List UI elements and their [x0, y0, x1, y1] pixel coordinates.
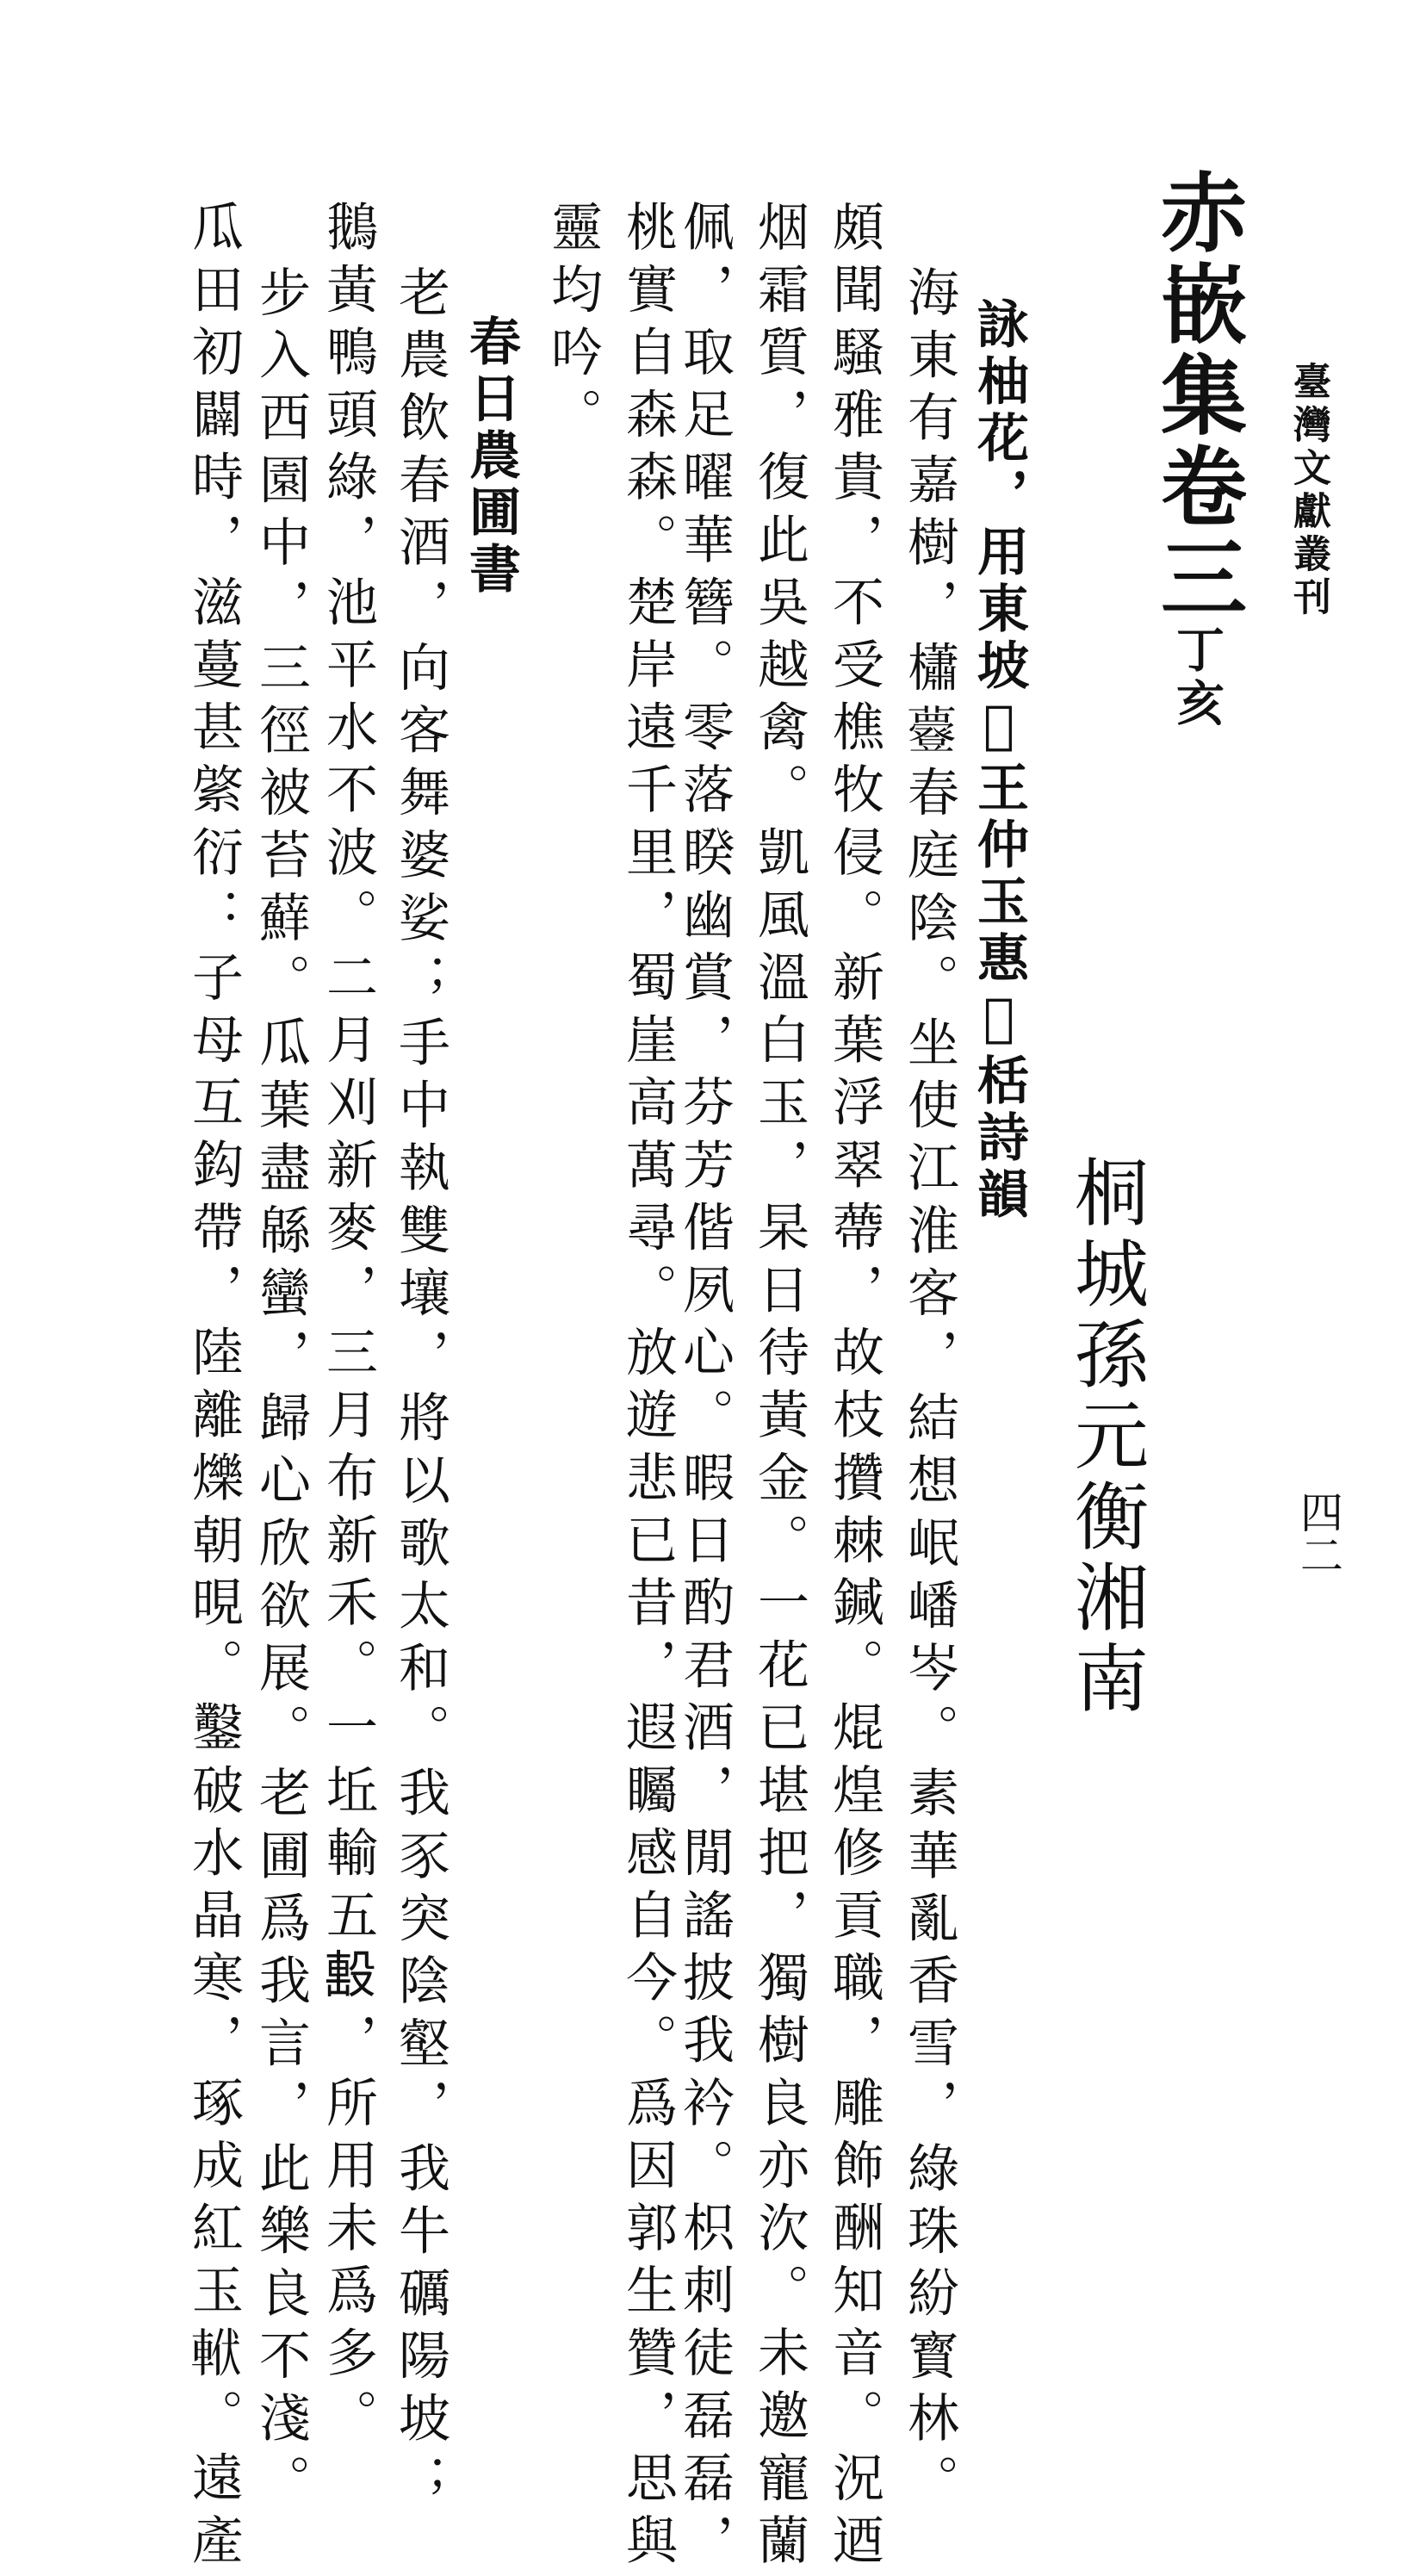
poem-line: 鵝黃鴨頭綠，池平水不波。二月刈新麥，三月布新禾。一坵輸五𣪠，所用未爲多。 [318, 200, 378, 2451]
poem-title: 春日農圃書 [461, 314, 521, 599]
poem-line: 桃實自森森。楚岸遠千里，蜀崖高萬尋。放遊悲已昔，遐矚感自今。爲因郭生贊，思與 [617, 200, 678, 2576]
series-title: 臺灣文獻叢刊 [1286, 362, 1330, 620]
poem-line: 瓜田初闢時，滋蔓甚綮衍：子母互鈎帶，陸離爍朝晛。鑿破水晶寒，琢成紅玉𨋩。遠產 [183, 200, 244, 2576]
book-title-text: 赤嵌集卷三 [1146, 168, 1248, 624]
page-number: 四二 [1293, 1490, 1343, 1576]
author-name: 桐城孫元衡湘南 [1062, 1154, 1148, 1721]
poem-line: 海東有嘉樹，櫹𧄼春庭陰。坐使江淮客，結想岷嶓岑。素華亂香雪，綠珠紛寳林。 [899, 265, 959, 2517]
book-title [1146, 168, 1248, 731]
volume-note: 丁亥 [1169, 624, 1225, 731]
poem-line: 靈均吟。 [542, 200, 603, 450]
poem-line: 步入西園中，三徑被苔蘚。瓜葉盡緜蠻，歸心欣欲展。老圃爲我言，此樂良不淺。 [251, 265, 311, 2517]
poem-line: 頗聞騷雅貴，不受樵牧侵。新葉浮翠蔕，故枝攢棘鍼。焜煌修貢職，雕飾酬知音。況迺 [824, 200, 884, 2576]
poem-title: 詠柚花，用東坡𦙚王仲玉惠𧃾栝詩韻 [969, 297, 1029, 1224]
poem-line: 佩，取足曜華簪。零落睽幽賞，芬芳偕夙心。暇日酌君酒，閒謠披我衿。枳刺徒磊磊， [674, 200, 735, 2576]
poem-line: 烟霜質，復此吳越禽。凱風溫白玉，杲日待黃金。一花已堪把，獨樹良亦㳄。未邀寵蘭 [749, 200, 809, 2576]
poem-line: 老農飲春酒，向客舞婆娑；手中執雙壤，將以歌太和。我豕突陰壑，我牛礪陽坡； [390, 265, 450, 2517]
